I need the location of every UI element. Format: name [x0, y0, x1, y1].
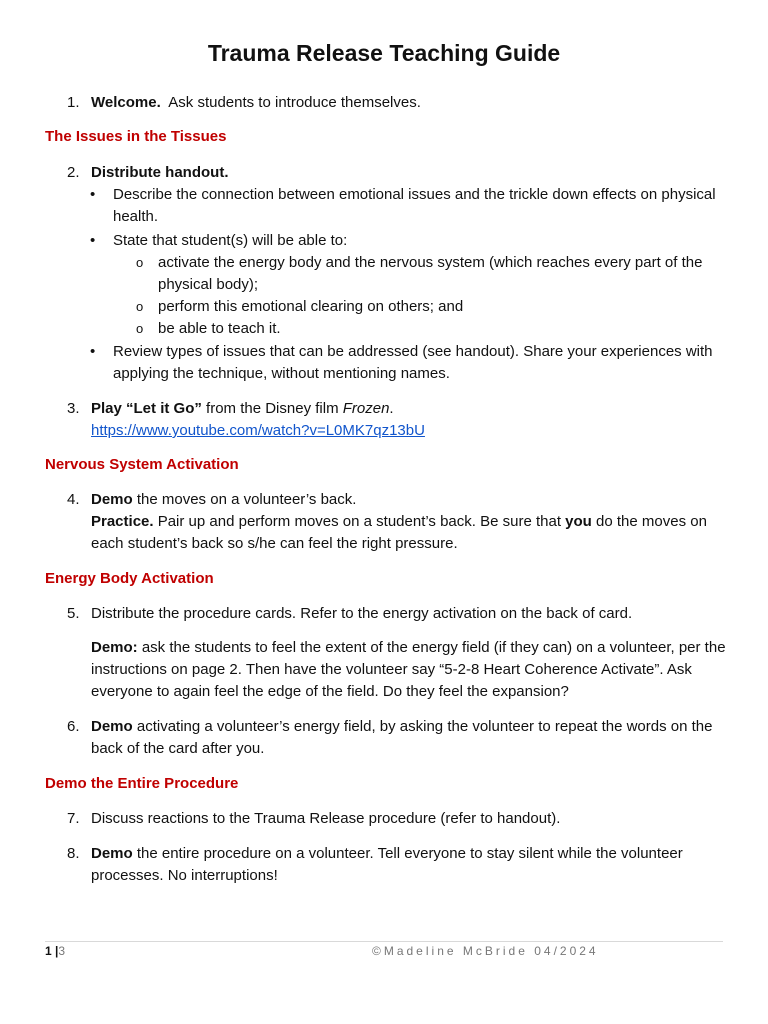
- sub-bullet-text: perform this emotional clearing on others; and: [158, 298, 464, 315]
- item-text: from the Disney film: [201, 400, 343, 417]
- section-heading-energy: Energy Body Activation: [45, 570, 214, 587]
- item-text: Discuss reactions to the Trauma Release procedure (refer to handout).: [91, 810, 561, 827]
- bullet-text: Describe the connection between emotional issues and the trickle down effects on physical health.: [113, 186, 716, 225]
- item-text: activating a volunteer’s energy field, by asking the volunteer to repeat the words on the back of the card after you.: [91, 718, 713, 757]
- item-text: the entire procedure on a volunteer. Tell everyone to stay silent while the volunteer processes. No interruptions!: [91, 845, 683, 884]
- page-title: Trauma Release Teaching Guide: [207, 40, 561, 66]
- list-item-demo-moves: [67, 489, 727, 555]
- sub-bullet-text: activate the energy body and the nervous system (which reaches every part of the physical body);: [158, 254, 703, 293]
- circle-bullet-icon: o: [136, 299, 144, 314]
- practice-text-2: do the moves on each student’s back so s/he can feel the right pressure.: [91, 513, 707, 552]
- item-text: Distribute the procedure cards. Refer to the energy activation on the back of card.: [91, 605, 633, 622]
- bullet-text: Review types of issues that can be addressed (see handout). Share your experiences with applying the technique, without mentioning names.: [113, 343, 713, 382]
- demo-paragraph: [67, 637, 727, 703]
- item-number: 3.: [67, 400, 80, 417]
- item-number: 5.: [67, 605, 80, 622]
- item-text: the moves on a volunteer’s back.: [132, 491, 357, 508]
- list-item-demo-entire: [67, 843, 727, 887]
- current-page: 1: [45, 944, 52, 958]
- practice-text: Pair up and perform moves on a student’s back. Be sure that: [153, 513, 566, 530]
- footer-divider: [45, 941, 723, 942]
- sub-bullet-text: be able to teach it.: [158, 320, 281, 337]
- item-bold: Demo: [91, 845, 133, 862]
- bullet-item: [90, 341, 730, 385]
- page-separator: |: [51, 944, 59, 958]
- bullet-item: [90, 184, 730, 228]
- item-bold: Play “Let it Go”: [91, 400, 202, 417]
- bullet-icon: •: [90, 232, 96, 249]
- youtube-link[interactable]: https://www.youtube.com/watch?v=L0MK7qz13bU: [91, 422, 425, 439]
- demo-text: ask the students to feel the extent of the energy field (if they can) on a volunteer, per the instructions on page 2. Then have the volunteer say “5-2-8 Heart Coherence Activate”. Ask everyone to again feel the edge of the field. Do they feel the expansion?: [91, 639, 726, 700]
- total-pages: 3: [58, 944, 66, 958]
- bullet-item: [90, 230, 730, 252]
- bullet-text: State that student(s) will be able to:: [113, 232, 348, 249]
- bullet-icon: •: [90, 186, 96, 203]
- list-item-discuss: [67, 808, 727, 830]
- film-title: Frozen: [342, 400, 390, 417]
- list-item-distribute: [67, 162, 727, 184]
- bullet-icon: •: [90, 343, 96, 360]
- item-number: 1.: [67, 94, 80, 111]
- item-number: 4.: [67, 491, 80, 508]
- item-bold: Distribute handout.: [91, 164, 229, 181]
- page-number: [45, 944, 65, 958]
- list-item-play-song: [67, 398, 727, 442]
- list-item-welcome: [67, 92, 727, 114]
- section-heading-issues: The Issues in the Tissues: [45, 128, 227, 145]
- copyright-text: ©Madeline McBride 04/2024: [372, 944, 599, 958]
- sub-bullet-item: [136, 296, 726, 318]
- item-bold: Demo: [91, 491, 133, 508]
- list-item-demo-activating: [67, 716, 727, 760]
- item-number: 8.: [67, 845, 80, 862]
- item-bold: Welcome.: [91, 94, 161, 111]
- practice-you: you: [565, 513, 592, 530]
- item-number: 7.: [67, 810, 80, 827]
- item-bold: Demo: [91, 718, 133, 735]
- item-number: 2.: [67, 164, 80, 181]
- practice-bold: Practice.: [91, 513, 154, 530]
- section-heading-nervous: Nervous System Activation: [45, 456, 239, 473]
- circle-bullet-icon: o: [136, 321, 144, 336]
- list-item-distribute-cards: [67, 603, 727, 625]
- item-number: 6.: [67, 718, 80, 735]
- demo-bold: Demo:: [91, 639, 138, 656]
- sub-bullet-item: [136, 252, 726, 296]
- circle-bullet-icon: o: [136, 255, 144, 270]
- sub-bullet-item: [136, 318, 726, 340]
- section-heading-demo-procedure: Demo the Entire Procedure: [45, 775, 239, 792]
- item-text-end: .: [389, 400, 394, 417]
- item-text: Ask students to introduce themselves.: [168, 94, 421, 111]
